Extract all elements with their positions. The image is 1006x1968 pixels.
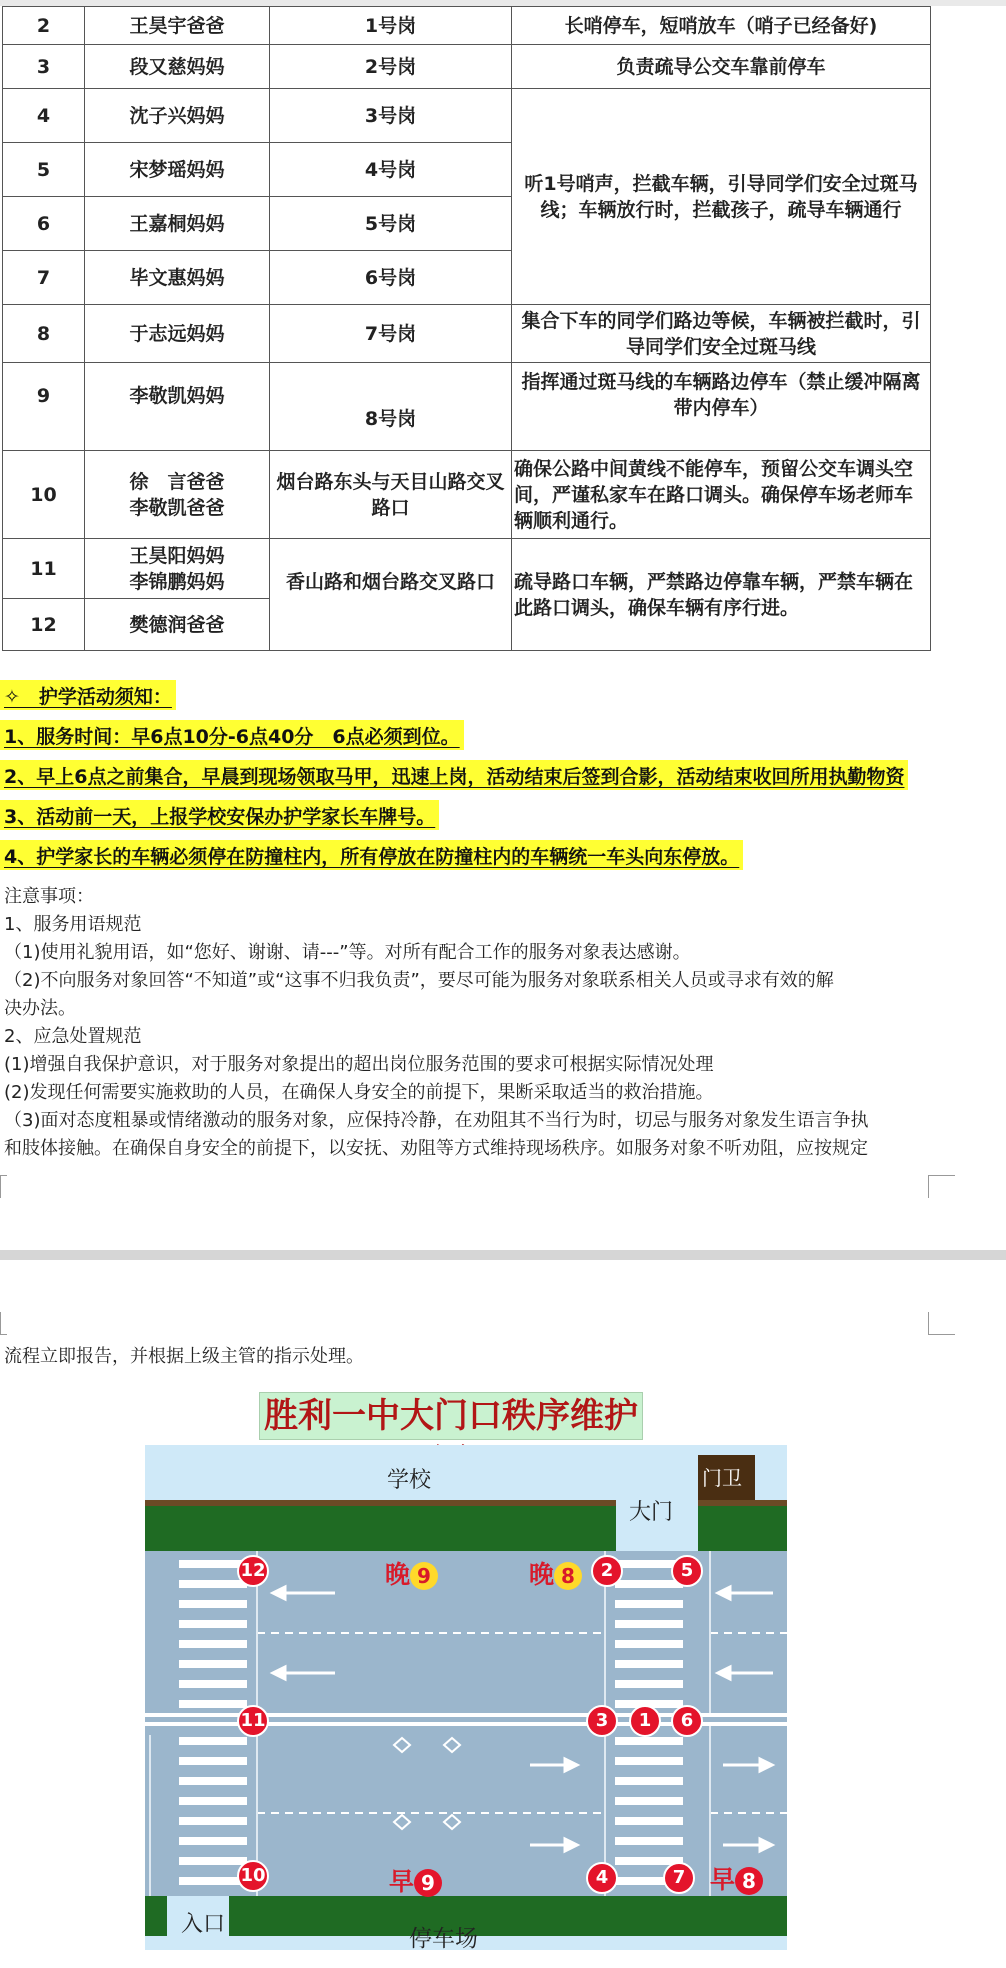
notes-line: 1、服务用语规范 — [4, 914, 142, 935]
volunteer-name: 王嘉桐妈妈 — [85, 197, 270, 251]
evening-post-9: 9 — [410, 1562, 438, 1590]
school-wall — [698, 1500, 787, 1506]
volunteer-name-line: 徐 言爸爸 — [129, 470, 225, 493]
duty-text: 负责疏导公交车靠前停车 — [512, 45, 931, 89]
duty-line: 带内停车） — [673, 397, 769, 419]
parking-label: 停车场 — [409, 1926, 478, 1950]
volunteer-name: 毕文惠妈妈 — [85, 251, 270, 305]
table-row — [3, 451, 931, 539]
page-corner-mark — [0, 1175, 7, 1198]
morning-post-8: 8 — [735, 1867, 763, 1895]
row-number: 8 — [3, 305, 85, 363]
table-row — [3, 305, 931, 363]
volunteer-name-line: 李敬凯爸爸 — [129, 496, 225, 519]
row-number: 9 — [3, 363, 85, 451]
school-wall — [145, 1500, 616, 1506]
entrance-label: 入口 — [181, 1912, 226, 1937]
morning-post-9: 9 — [414, 1869, 442, 1897]
post-name — [270, 451, 512, 539]
notice-item: 4、护学家长的车辆必须停在防撞柱内，所有停放在防撞柱内的车辆统一车头向东停放。 — [0, 840, 743, 870]
evening-post-8: 8 — [554, 1562, 582, 1590]
post-marker-4: 4 — [586, 1862, 618, 1894]
row-number: 5 — [3, 143, 85, 197]
duty-text — [512, 305, 931, 363]
post-marker-3: 3 — [586, 1705, 618, 1737]
merged-duty-text — [512, 89, 931, 305]
post-name: 8号岗 — [270, 363, 512, 451]
post-marker-11: 11 — [237, 1705, 269, 1737]
post-name: 5号岗 — [270, 197, 512, 251]
guard-label: 门卫 — [702, 1466, 742, 1490]
volunteer-name: 段又慈妈妈 — [85, 45, 270, 89]
table-row — [3, 45, 931, 89]
post-marker-6: 6 — [671, 1705, 703, 1737]
post-name: 7号岗 — [270, 305, 512, 363]
page-corner-mark — [928, 1312, 955, 1335]
notes-heading: 注意事项： — [4, 886, 94, 907]
page-corner-mark — [928, 1175, 955, 1198]
evening-label: 晚 — [529, 1560, 555, 1589]
volunteer-name: 樊德润爸爸 — [85, 599, 270, 651]
row-number: 2 — [3, 7, 85, 45]
row-number: 7 — [3, 251, 85, 305]
post-name: 1号岗 — [270, 7, 512, 45]
evening-shift-8 — [529, 1555, 582, 1591]
green-belt — [698, 1506, 787, 1551]
volunteer-name-line: 李锦鹏妈妈 — [129, 570, 225, 593]
table-row — [3, 539, 931, 599]
volunteer-name — [85, 451, 270, 539]
volunteer-name — [85, 539, 270, 599]
notes-line: （3)面对态度粗暴或情绪激动的服务对象，应保持冷静，在劝阻其不当行为时，切忌与服务对象发生语言争执 — [4, 1110, 869, 1131]
green-belt — [145, 1506, 616, 1551]
duty-line: 听1号哨声，拦截车辆，引导同学们安全过斑马 — [524, 172, 918, 195]
notes-line: （2)不向服务对象回答“不知道”或“这事不归我负责”，要尽可能为服务对象联系相关人员或寻求有效的解 — [4, 970, 834, 991]
diagram-title: 胜利一中大门口秩序维护 — [259, 1392, 643, 1440]
duty-table — [2, 6, 931, 651]
post-line: 路口 — [371, 496, 410, 519]
morning-label: 早 — [389, 1867, 415, 1896]
duty-line: 导同学们安全过斑马线 — [625, 335, 816, 358]
volunteer-name: 沈子兴妈妈 — [85, 89, 270, 143]
post-marker-7: 7 — [663, 1862, 695, 1894]
notes-line: 决办法。 — [4, 998, 76, 1019]
page-corner-mark — [0, 1312, 7, 1335]
post-marker-10: 10 — [237, 1860, 269, 1892]
row-number: 3 — [3, 45, 85, 89]
gate-label: 大门 — [629, 1500, 674, 1525]
post-name: 3号岗 — [270, 89, 512, 143]
post-marker-12: 12 — [237, 1555, 269, 1587]
volunteer-name: 于志远妈妈 — [85, 305, 270, 363]
page2-text-line: 流程立即报告，并根据上级主管的指示处理。 — [4, 1346, 364, 1367]
evening-label: 晚 — [385, 1560, 411, 1589]
post-marker-5: 5 — [671, 1555, 703, 1587]
merged-post-name: 香山路和烟台路交叉路口 — [270, 539, 512, 651]
table-row — [3, 363, 931, 451]
morning-shift-9 — [389, 1862, 442, 1898]
post-marker-2: 2 — [591, 1555, 623, 1587]
volunteer-name: 李敬凯妈妈 — [85, 363, 270, 451]
row-number: 10 — [3, 451, 85, 539]
row-number: 12 — [3, 599, 85, 651]
table-row — [3, 7, 931, 45]
morning-label: 早 — [710, 1865, 736, 1894]
evening-shift-9 — [385, 1555, 438, 1591]
school-label: 学校 — [387, 1468, 432, 1493]
duty-text — [512, 451, 931, 539]
row-number: 6 — [3, 197, 85, 251]
volunteer-name: 宋梦瑶妈妈 — [85, 143, 270, 197]
notice-item: 2、早上6点之前集合，早晨到现场领取马甲，迅速上岗，活动结束后签到合影，活动结束收回所用执勤物资 — [0, 760, 908, 790]
duty-line: 疏导路口车辆，严禁路边停靠车辆，严禁车辆在 — [514, 571, 914, 593]
post-line: 烟台路东头与天目山路交叉 — [276, 470, 505, 493]
row-number: 4 — [3, 89, 85, 143]
table-row — [3, 89, 931, 143]
duty-line: 辆顺利通行。 — [514, 509, 629, 532]
notes-line: (1)增强自我保护意识，对于服务对象提出的超出岗位服务范围的要求可根据实际情况处理 — [4, 1054, 714, 1075]
post-marker-1: 1 — [629, 1705, 661, 1737]
duty-text: 长哨停车，短哨放车（哨子已经备好) — [512, 7, 931, 45]
notes-line: 2、应急处置规范 — [4, 1026, 142, 1047]
page-separator — [0, 1250, 1006, 1260]
morning-shift-8 — [710, 1860, 763, 1896]
row-number: 11 — [3, 539, 85, 599]
duty-line: 此路口调头，确保车辆有序行进。 — [514, 597, 800, 619]
notice-heading: ✧ 护学活动须知： — [0, 680, 176, 710]
duty-line: 确保公路中间黄线不能停车，预留公交车调头空 — [514, 457, 914, 480]
notes-line: 和肢体接触。在确保自身安全的前提下，以安抚、劝阻等方式维持现场秩序。如服务对象不听劝阻，应按规定 — [4, 1138, 868, 1159]
duty-line: 集合下车的同学们路边等候，车辆被拦截时，引 — [521, 309, 921, 332]
duty-line: 线；车辆放行时，拦截孩子，疏导车辆通行 — [540, 198, 902, 221]
notes-line: (2)发现任何需要实施救助的人员，在确保人身安全的前提下，果断采取适当的救治措施。 — [4, 1082, 714, 1103]
gate-order-diagram — [145, 1445, 787, 1950]
post-name: 2号岗 — [270, 45, 512, 89]
volunteer-name-line: 王昊阳妈妈 — [129, 544, 225, 567]
volunteer-name: 王昊宇爸爸 — [85, 7, 270, 45]
notice-item: 1、服务时间：早6点10分-6点40分 6点必须到位。 — [0, 720, 464, 750]
school-area — [145, 1445, 787, 1505]
post-name: 4号岗 — [270, 143, 512, 197]
notice-item: 3、活动前一天，上报学校安保办护学家长车牌号。 — [0, 800, 439, 830]
notes-line: （1)使用礼貌用语，如“您好、谢谢、请---”等。对所有配合工作的服务对象表达感谢。 — [4, 942, 691, 963]
duty-text — [512, 363, 931, 451]
duty-line: 间，严谨私家车在路口调头。确保停车场老师车 — [514, 483, 914, 506]
merged-duty-text — [512, 539, 931, 651]
post-name: 6号岗 — [270, 251, 512, 305]
duty-line: 指挥通过斑马线的车辆路边停车（禁止缓冲隔离 — [521, 371, 921, 393]
